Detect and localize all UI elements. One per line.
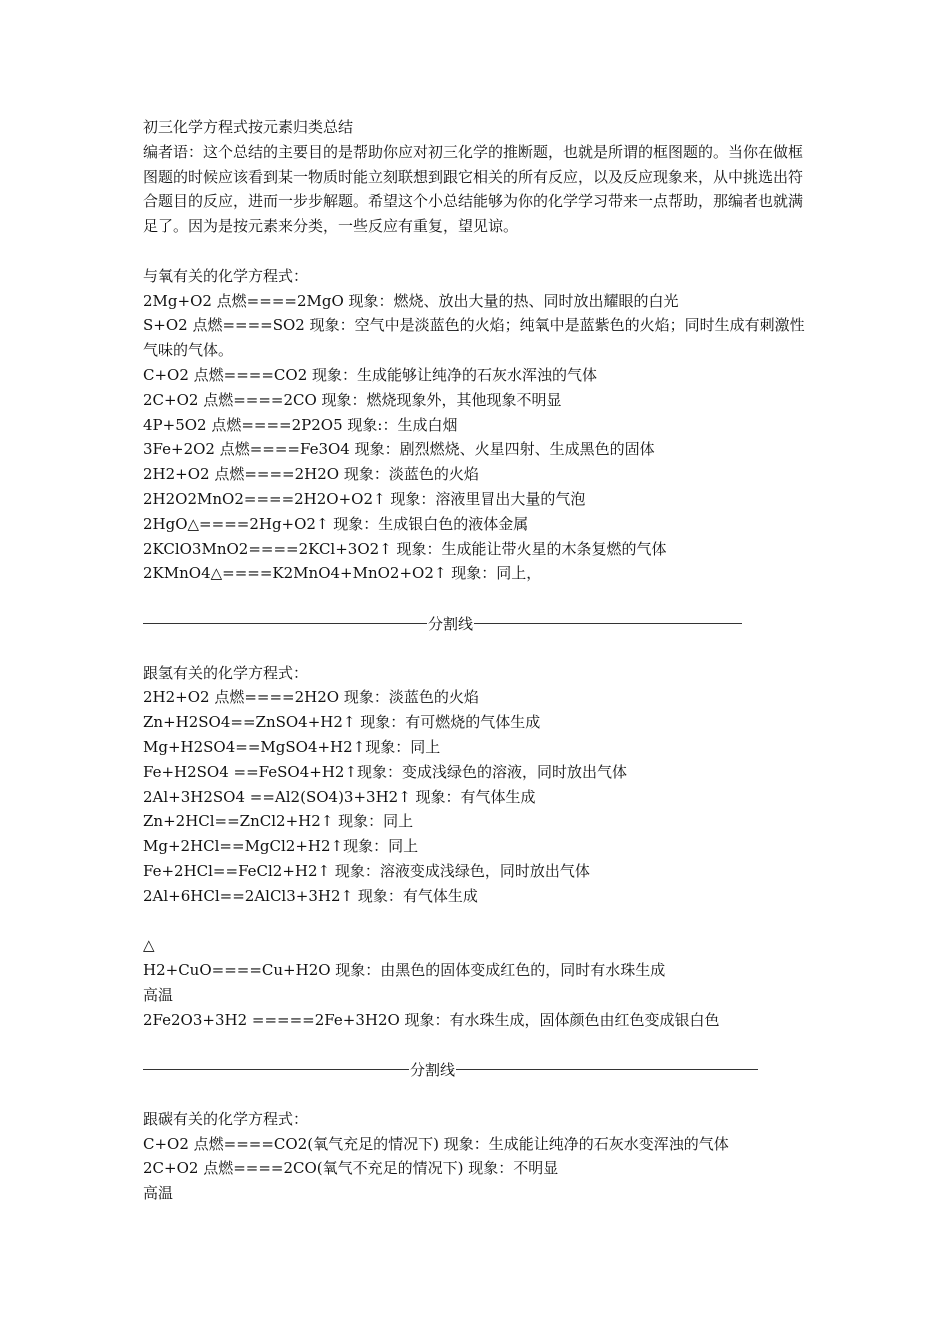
hydrogen-equation: Mg+H2SO4==MgSO4+H2↑现象：同上: [143, 737, 441, 756]
hydrogen-equation: 2Al+3H2SO4 ==Al2(SO4)3+3H2↑ 现象：有气体生成: [143, 787, 536, 806]
hydrogen-equation: Fe+2HCl==FeCl2+H2↑ 现象：溶液变成浅绿色，同时放出气体: [143, 861, 590, 880]
oxygen-equation: S+O2 点燃====SO2 现象：空气中是淡蓝色的火焰；纯氧中是蓝紫色的火焰；同时生成有刺激性气味的气体。: [143, 316, 805, 360]
document-title: 初三化学方程式按元素归类总结: [143, 118, 354, 136]
oxygen-equation: 2Mg+O2 点燃====2MgO 现象：燃烧、放出大量的热、同时放出耀眼的白光: [143, 291, 679, 310]
reaction-condition: △: [143, 936, 155, 955]
divider-label: 分割线: [428, 614, 474, 633]
document-page: [143, 115, 813, 1206]
blank-line: [143, 909, 813, 934]
divider-rule: [474, 623, 742, 624]
oxygen-equation: 2KMnO4△====K2MnO4+MnO2+O2↑ 现象：同上，: [143, 564, 542, 583]
hydrogen-equation: 2Fe2O3+3H2 =====2Fe+3H2O 现象：有水珠生成，固体颜色由红色变成银白色: [143, 1010, 720, 1029]
oxygen-equation: 2KClO3MnO2====2KCl+3O2↑ 现象：生成能让带火星的木条复燃的气体: [143, 539, 667, 558]
divider-rule: [143, 623, 427, 624]
oxygen-heading: 与氧有关的化学方程式：: [143, 266, 309, 285]
divider-label: 分割线: [410, 1061, 456, 1080]
blank-line: [143, 636, 813, 661]
oxygen-equation: 2H2+O2 点燃====2H2O 现象：淡蓝色的火焰: [143, 465, 479, 484]
hydrogen-equation: 2Al+6HCl==2AlCl3+3H2↑ 现象：有气体生成: [143, 886, 478, 905]
hydrogen-equation: H2+CuO====Cu+H2O 现象：由黑色的固体变成红色的，同时有水珠生成: [143, 961, 666, 980]
oxygen-equation: C+O2 点燃====CO2 现象：生成能够让纯净的石灰水浑浊的气体: [143, 365, 598, 384]
section-divider: [143, 1057, 813, 1082]
blank-line: [143, 239, 813, 264]
oxygen-equation: 2C+O2 点燃====2CO 现象：燃烧现象外，其他现象不明显: [143, 390, 562, 409]
hydrogen-equation: Zn+H2SO4==ZnSO4+H2↑ 现象：有可燃烧的气体生成: [143, 713, 541, 732]
blank-line: [143, 1082, 813, 1107]
blank-line: [143, 586, 813, 611]
editor-intro: 编者语：这个总结的主要目的是帮助你应对初三化学的推断题，也就是所谓的框图题的。当你在做框图题的时候应该看到某一物质时能立刻联想到跟它相关的所有反应，以及反应现象来，从中挑选出符合题目的反应，进而一步步解题。希望这个小总结能够为你的化学学习带来一点帮助，那编者也就满足了。因为是按元素来分类，一些反应有重复，望见谅。: [143, 142, 804, 236]
carbon-heading: 跟碳有关的化学方程式：: [143, 1109, 309, 1128]
oxygen-equation: 3Fe+2O2 点燃====Fe3O4 现象：剧烈燃烧、火星四射、生成黑色的固体: [143, 440, 655, 459]
oxygen-equation: 4P+5O2 点燃====2P2O5 现象:：生成白烟: [143, 415, 458, 434]
hydrogen-equation: Fe+H2SO4 ==FeSO4+H2↑现象：变成浅绿色的溶液，同时放出气体: [143, 762, 628, 781]
reaction-condition: 高温: [143, 1184, 174, 1203]
reaction-condition: 高温: [143, 985, 174, 1004]
oxygen-equation: 2HgO△====2Hg+O2↑ 现象：生成银白色的液体金属: [143, 514, 529, 533]
hydrogen-equation: Mg+2HCl==MgCl2+H2↑现象：同上: [143, 837, 419, 856]
hydrogen-equation: 2H2+O2 点燃====2H2O 现象：淡蓝色的火焰: [143, 688, 479, 707]
hydrogen-equation: Zn+2HCl==ZnCl2+H2↑ 现象：同上: [143, 812, 414, 831]
oxygen-equation: 2H2O2MnO2====2H2O+O2↑ 现象：溶液里冒出大量的气泡: [143, 489, 586, 508]
section-divider: [143, 611, 813, 636]
carbon-equation: C+O2 点燃====CO2(氧气充足的情况下) 现象：生成能让纯净的石灰水变浑浊的气体: [143, 1134, 729, 1153]
divider-rule: [143, 1069, 409, 1070]
blank-line: [143, 1032, 813, 1057]
divider-rule: [456, 1069, 758, 1070]
hydrogen-heading: 跟氢有关的化学方程式：: [143, 663, 309, 682]
carbon-equation: 2C+O2 点燃====2CO(氧气不充足的情况下) 现象：不明显: [143, 1159, 559, 1178]
